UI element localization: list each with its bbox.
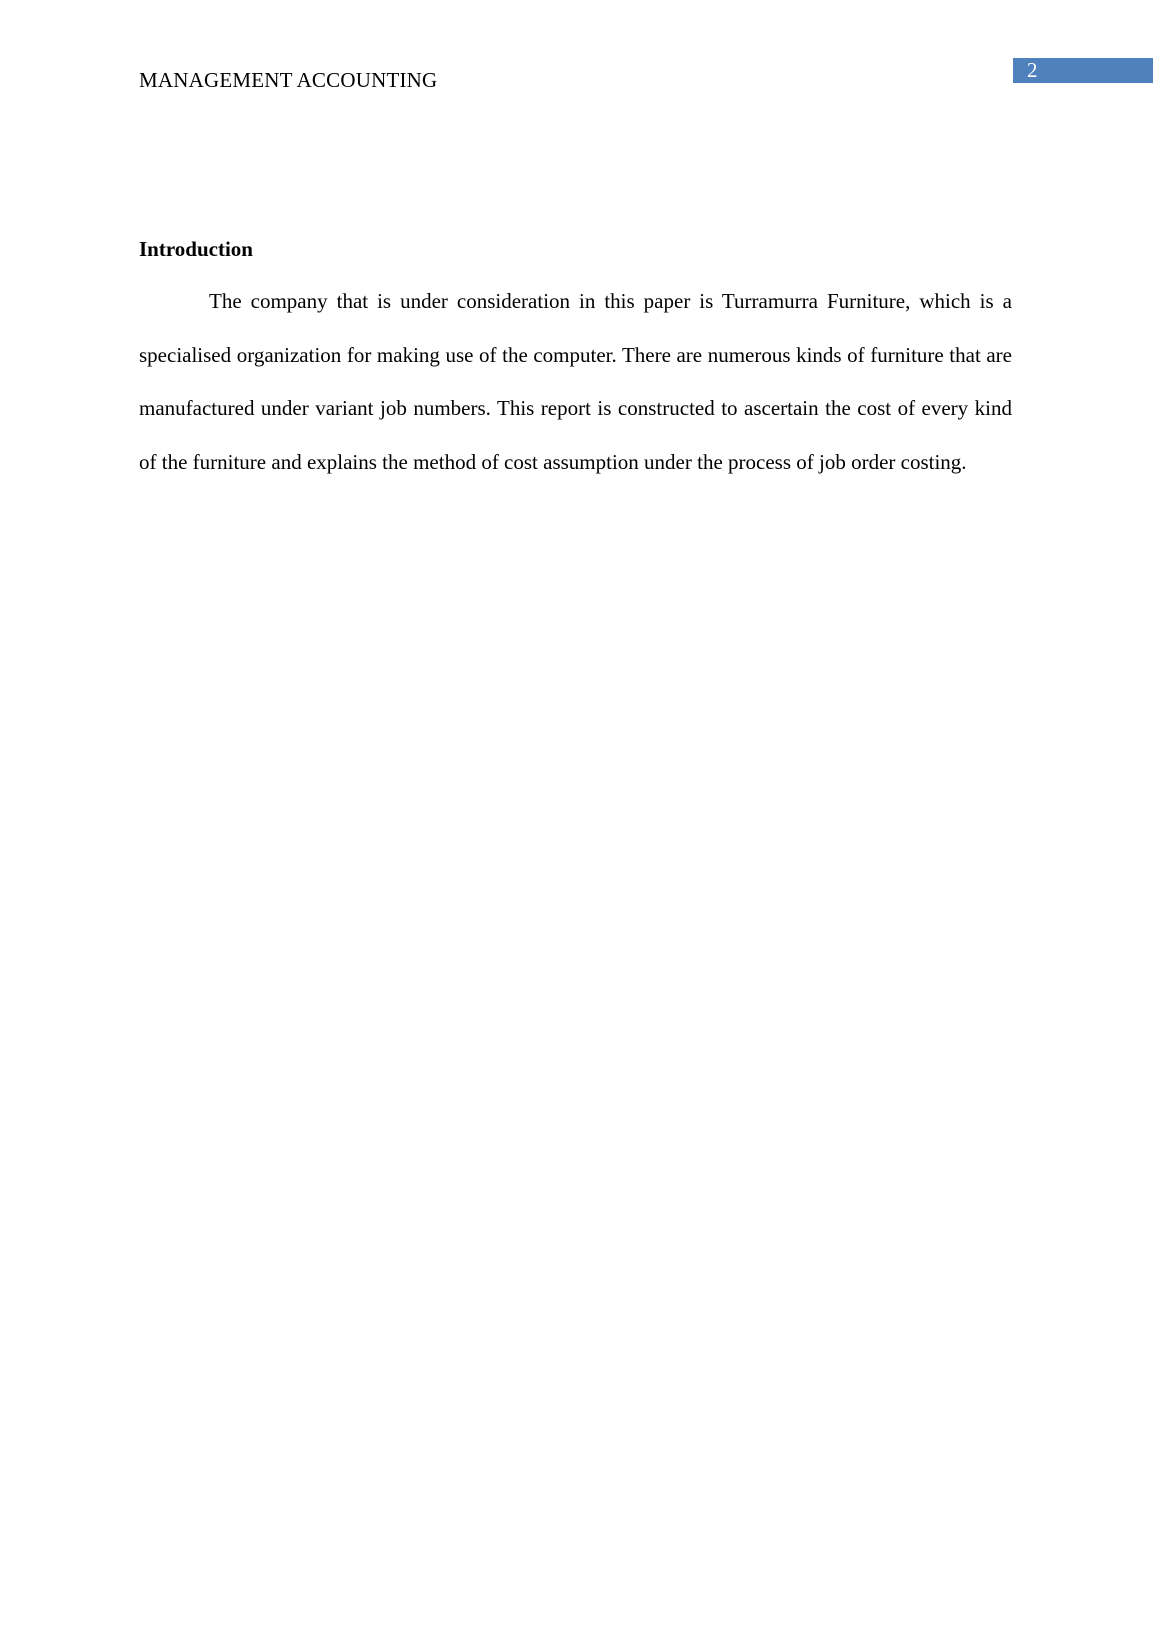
body-paragraph: The company that is under consideration in this paper is Turramurra Furniture, which is a specialised organization for making use of the computer. There are numerous kinds of furniture that are manufactured under variant job numbers. This report is constructed to ascertain the cost of every kind of the furniture and explains the method of cost assumption under the process of job order costing. [139,289,1012,474]
page-number: 2 [1027,58,1038,82]
section-heading: Introduction [139,237,253,261]
document-body [139,235,1012,489]
page-number-badge [1013,58,1153,83]
running-head: MANAGEMENT ACCOUNTING [139,68,438,92]
